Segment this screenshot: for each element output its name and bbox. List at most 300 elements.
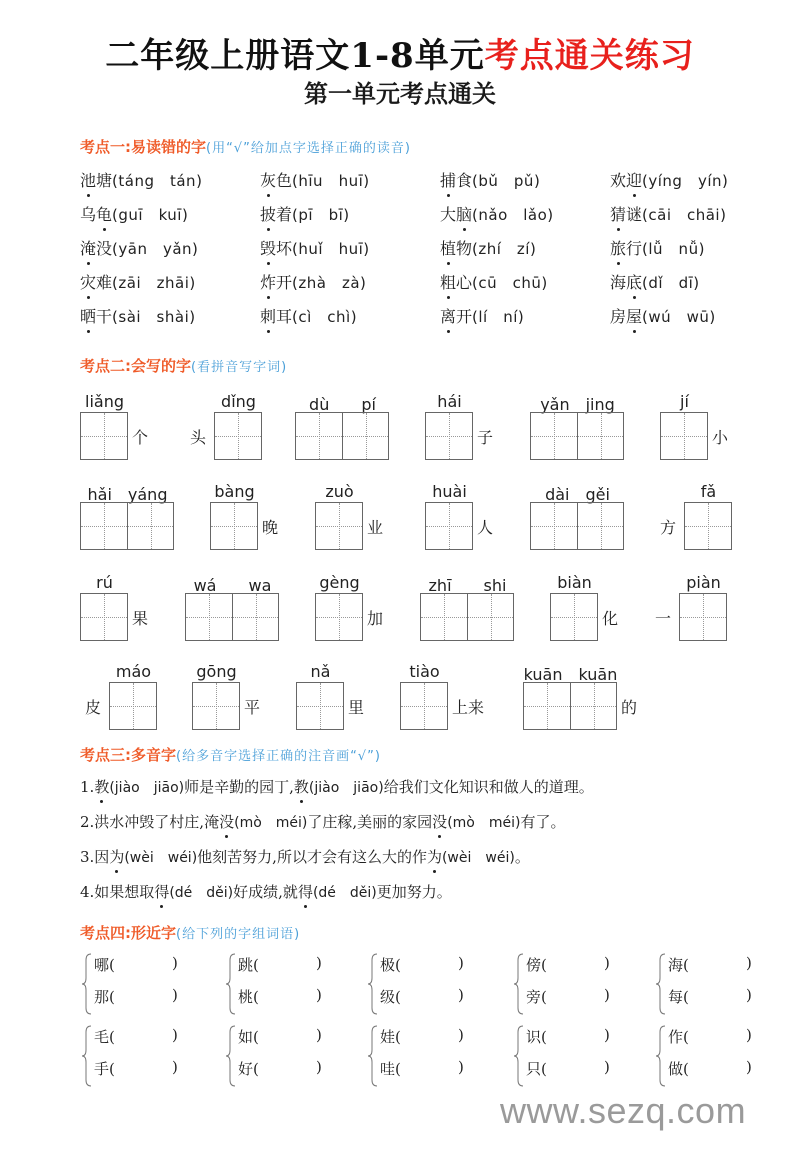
char: 开: [276, 273, 293, 292]
word-item: [80, 236, 198, 259]
suffix-char: 化: [602, 609, 619, 628]
grid-cell[interactable]: [570, 683, 616, 729]
prefix-char: 方: [660, 518, 677, 537]
char: 好: [238, 1060, 254, 1078]
char: 傍: [526, 956, 542, 974]
pinyin-label: gōng: [196, 662, 237, 681]
pinyin-label: zhī shi: [428, 576, 507, 595]
char: 心: [456, 273, 473, 292]
word-row: [80, 168, 780, 202]
section2-hint: (看拼音写字词): [191, 360, 288, 375]
brace-icon: [82, 952, 92, 1016]
brace-icon: [368, 952, 378, 1016]
paren-close: ): [316, 986, 322, 1004]
word-blank[interactable]: [668, 954, 752, 975]
prefix-char: 头: [190, 428, 207, 447]
suffix-char: 里: [348, 698, 365, 717]
paren-close: ): [458, 1058, 464, 1076]
word-blank[interactable]: [668, 1026, 752, 1047]
char: 只: [526, 1060, 542, 1078]
writing-grid[interactable]: [315, 593, 363, 641]
suffix-char: 上来: [452, 698, 485, 717]
paren-close: ): [316, 954, 322, 972]
pinyin-label: bàng: [214, 482, 255, 501]
writing-grid[interactable]: [210, 502, 258, 550]
paren-close: ): [746, 954, 752, 972]
paren-open: (: [395, 1028, 401, 1046]
brace-icon: [514, 1024, 524, 1088]
char: 哇: [380, 1060, 396, 1078]
grid-cell[interactable]: [211, 503, 257, 549]
paren-open: (: [541, 1060, 547, 1078]
watermark: www.sezq.com: [500, 1090, 747, 1131]
polyphone-sentence: [80, 776, 594, 811]
paren-close: ): [172, 1026, 178, 1044]
word-item: [440, 236, 536, 259]
char: 级: [380, 988, 396, 1006]
writing-grid[interactable]: [296, 682, 344, 730]
char: 池: [80, 168, 96, 191]
text: 2.洪水冲毁了村庄,淹: [80, 813, 220, 831]
grid-cell[interactable]: [426, 413, 472, 459]
grid-cell[interactable]: [296, 413, 342, 459]
writing-grid[interactable]: [425, 412, 473, 460]
pinyin-choice[interactable]: (cì chì): [292, 308, 358, 326]
pinyin-choice[interactable]: (mò méi): [234, 815, 308, 831]
paren-open: (: [683, 1060, 689, 1078]
paren-open: (: [541, 1028, 547, 1046]
word-item: [80, 168, 202, 191]
word-item: [610, 304, 716, 327]
word-blank[interactable]: [668, 986, 752, 1007]
word-blank[interactable]: [94, 954, 178, 975]
word-item: [610, 270, 700, 293]
prefix-char: 一: [655, 609, 672, 628]
grid-cell[interactable]: [215, 413, 261, 459]
paren-open: (: [541, 988, 547, 1006]
writing-grid[interactable]: [80, 412, 128, 460]
char: 识: [526, 1028, 542, 1046]
paren-close: ): [604, 1026, 610, 1044]
word-blank[interactable]: [526, 954, 610, 975]
prefix-char: 皮: [85, 698, 102, 717]
pinyin-label: piàn: [686, 573, 721, 592]
grid-cell[interactable]: [127, 503, 173, 549]
pinyin-choice[interactable]: (dé děi): [312, 885, 377, 901]
char: 炸: [260, 270, 276, 293]
char: 乌: [80, 205, 97, 224]
word-item: [610, 202, 726, 225]
paren-open: (: [395, 988, 401, 1006]
grid-cell[interactable]: [426, 503, 472, 549]
char: 没: [96, 239, 113, 258]
char: 大: [440, 205, 457, 224]
writing-grid[interactable]: [192, 682, 240, 730]
grid-cell[interactable]: [661, 413, 707, 459]
writing-grid[interactable]: [315, 502, 363, 550]
char: 海: [668, 956, 684, 974]
char: 植: [440, 236, 456, 259]
section3-heading: [80, 744, 381, 765]
grid-cell[interactable]: [467, 594, 513, 640]
char: 毁: [260, 236, 276, 259]
dotted-char: 教: [94, 778, 110, 796]
grid-cell[interactable]: [81, 503, 127, 549]
pinyin-label: gèng: [319, 573, 360, 592]
paren-open: (: [395, 1060, 401, 1078]
pinyin-label: máo: [115, 662, 152, 681]
pinyin-choice[interactable]: (huǐ huī): [292, 240, 370, 258]
word-item: [260, 304, 357, 327]
char: 耳: [276, 307, 293, 326]
section4-heading: [80, 922, 300, 943]
dotted-char: 为: [426, 848, 442, 866]
suffix-char: 平: [244, 698, 261, 717]
text: 1.: [80, 778, 95, 796]
writing-grid[interactable]: [684, 502, 732, 550]
word-row: [80, 202, 780, 236]
grid-cell[interactable]: [186, 594, 232, 640]
writing-grid[interactable]: [530, 502, 624, 550]
grid-cell[interactable]: [316, 503, 362, 549]
pinyin-choice[interactable]: (nǎo lǎo): [472, 206, 554, 224]
grid-cell[interactable]: [531, 413, 577, 459]
word-row: [80, 270, 780, 304]
char: 哪: [94, 956, 110, 974]
char: 脑: [456, 202, 472, 225]
char: 做: [668, 1060, 684, 1078]
pinyin-label: nǎ: [310, 662, 331, 681]
pinyin-label: jí: [680, 392, 689, 411]
word-item: [260, 270, 366, 293]
word-blank[interactable]: [94, 986, 178, 1007]
polyphone-sentence: [80, 811, 594, 846]
page-subtitle: 第一单元考点通关: [304, 79, 496, 108]
pinyin-choice[interactable]: (yíng yín): [642, 172, 729, 190]
section3-lines: [80, 776, 594, 916]
brace-icon: [656, 1024, 666, 1088]
paren-open: (: [109, 1028, 115, 1046]
char: 房: [610, 307, 627, 326]
writing-grid[interactable]: [660, 412, 708, 460]
pinyin-choice[interactable]: (jiào jiāo): [308, 780, 384, 796]
char: 屋: [626, 304, 642, 327]
suffix-char: 个: [132, 428, 149, 447]
pinyin-label: hái: [437, 392, 462, 411]
dotted-char: 没: [219, 813, 235, 831]
paren-close: ): [316, 1026, 322, 1044]
char: 毛: [94, 1028, 110, 1046]
word-item: [80, 202, 188, 225]
pinyin-choice[interactable]: (cāi chāi): [642, 206, 727, 224]
paren-close: ): [172, 986, 178, 1004]
writing-grid[interactable]: [80, 502, 174, 550]
writing-grid[interactable]: [400, 682, 448, 730]
word-blank[interactable]: [380, 954, 464, 975]
text: 给我们文化知识和做人的道理。: [383, 778, 594, 796]
pinyin-label: kuān kuān: [523, 665, 618, 684]
text: 4.如果想取: [80, 883, 155, 901]
writing-grid[interactable]: [420, 593, 514, 641]
word-item: [610, 236, 705, 259]
word-blank[interactable]: [238, 1026, 322, 1047]
pinyin-label: dài gěi: [545, 485, 610, 504]
pinyin-choice[interactable]: (sài shài): [112, 308, 196, 326]
pinyin-choice[interactable]: (cū chū): [472, 274, 548, 292]
suffix-char: 的: [621, 698, 638, 717]
text: 。: [514, 848, 530, 866]
word-blank[interactable]: [380, 1026, 464, 1047]
grid-cell[interactable]: [685, 503, 731, 549]
paren-open: (: [253, 1060, 259, 1078]
paren-close: ): [172, 954, 178, 972]
word-blank[interactable]: [94, 1026, 178, 1047]
char: 塘: [96, 171, 113, 190]
suffix-char: 业: [367, 518, 384, 537]
dotted-char: 教: [293, 778, 309, 796]
section4-hint: (给下列的字组词语): [176, 927, 301, 942]
char: 作: [668, 1028, 684, 1046]
brace-icon: [226, 952, 236, 1016]
word-item: [440, 202, 554, 225]
word-item: [260, 236, 370, 259]
grid-cell[interactable]: [316, 594, 362, 640]
grid-cell[interactable]: [551, 594, 597, 640]
paren-open: (: [109, 1060, 115, 1078]
dotted-char: 得: [154, 883, 170, 901]
pinyin-choice[interactable]: (táng tán): [112, 172, 203, 190]
char: 每: [668, 988, 684, 1006]
char: 手: [94, 1060, 110, 1078]
section1-hint: (用“√”给加点字选择正确的读音): [206, 141, 411, 156]
word-item: [440, 304, 524, 327]
brace-icon: [656, 952, 666, 1016]
section4-title: 考点四:形近字: [80, 924, 176, 942]
char: 灰: [260, 168, 276, 191]
char: 迎: [626, 168, 642, 191]
brace-icon: [226, 1024, 236, 1088]
grid-cell[interactable]: [81, 413, 127, 459]
grid-cell[interactable]: [401, 683, 447, 729]
paren-open: (: [253, 956, 259, 974]
char: 海: [610, 273, 627, 292]
text: 好成绩,就: [233, 883, 298, 901]
grid-cell[interactable]: [680, 594, 726, 640]
writing-grid[interactable]: [295, 412, 389, 460]
suffix-char: 小: [712, 428, 729, 447]
pinyin-label: rú: [96, 573, 113, 592]
pinyin-choice[interactable]: (hīu huī): [292, 172, 370, 190]
text: 3.因: [80, 848, 110, 866]
grid-cell[interactable]: [232, 594, 278, 640]
grid-cell[interactable]: [524, 683, 570, 729]
char: 着: [276, 205, 293, 224]
section2-heading: [80, 355, 287, 376]
brace-icon: [514, 952, 524, 1016]
suffix-char: 果: [132, 609, 149, 628]
word-blank[interactable]: [526, 986, 610, 1007]
title-main: 二年级上册语文1-8单元: [105, 36, 485, 76]
section1-title: 考点一:易读错的字: [80, 138, 206, 156]
pinyin-choice[interactable]: (dǐ dī): [642, 274, 700, 292]
char: 食: [456, 171, 473, 190]
word-blank[interactable]: [238, 954, 322, 975]
char: 刺: [260, 304, 276, 327]
text: 有了。: [520, 813, 566, 831]
pinyin-choice[interactable]: (jiào jiāo): [109, 780, 185, 796]
grid-cell[interactable]: [297, 683, 343, 729]
dotted-char: 得: [297, 883, 313, 901]
suffix-char: 晚: [262, 518, 279, 537]
grid-cell[interactable]: [577, 503, 623, 549]
pinyin-choice[interactable]: (wú wū): [642, 308, 716, 326]
word-blank[interactable]: [380, 986, 464, 1007]
word-blank[interactable]: [668, 1058, 752, 1079]
pinyin-label: liǎng: [85, 392, 124, 411]
word-item: [440, 270, 548, 293]
char: 那: [94, 988, 110, 1006]
paren-open: (: [683, 988, 689, 1006]
char: 披: [260, 202, 276, 225]
pinyin-choice[interactable]: (pī bī): [292, 206, 350, 224]
paren-open: (: [395, 956, 401, 974]
paren-close: ): [746, 1026, 752, 1044]
pinyin-label: zuò: [325, 482, 354, 501]
word-blank[interactable]: [380, 1058, 464, 1079]
char: 谜: [626, 205, 643, 224]
pinyin-choice[interactable]: (lí ní): [472, 308, 525, 326]
dotted-char: 没: [432, 813, 448, 831]
paren-close: ): [746, 1058, 752, 1076]
text: 更加努力。: [376, 883, 452, 901]
word-row: [80, 304, 780, 338]
word-blank[interactable]: [238, 986, 322, 1007]
word-item: [260, 202, 350, 225]
writing-grid[interactable]: [550, 593, 598, 641]
char: 干: [96, 307, 113, 326]
paren-open: (: [683, 956, 689, 974]
word-item: [440, 168, 540, 191]
section1-heading: [80, 136, 411, 157]
suffix-char: 人: [477, 518, 494, 537]
paren-open: (: [109, 956, 115, 974]
pinyin-label: tiào: [409, 662, 440, 681]
char: 旁: [526, 988, 542, 1006]
word-item: [610, 168, 728, 191]
paren-open: (: [109, 988, 115, 1006]
pinyin-label: huài: [432, 482, 467, 501]
char: 坏: [276, 239, 293, 258]
char: 桃: [238, 988, 254, 1006]
paren-open: (: [253, 1028, 259, 1046]
pinyin-label: wá wa: [193, 576, 272, 595]
grid-cell[interactable]: [193, 683, 239, 729]
paren-open: (: [683, 1028, 689, 1046]
pinyin-label: dù pí: [309, 395, 376, 414]
char: 色: [276, 171, 293, 190]
writing-grid[interactable]: [80, 593, 128, 641]
brace-icon: [368, 1024, 378, 1088]
grid-cell[interactable]: [421, 594, 467, 640]
text: 他刻苦努力,所以才会有这么大的作: [197, 848, 427, 866]
pinyin-choice[interactable]: (dé děi): [169, 885, 234, 901]
grid-cell[interactable]: [577, 413, 623, 459]
writing-grid[interactable]: [425, 502, 473, 550]
title-highlight: 考点通关练习: [484, 36, 695, 76]
char: 娃: [380, 1028, 396, 1046]
char: 淹: [80, 236, 96, 259]
grid-cell[interactable]: [342, 413, 388, 459]
writing-grid[interactable]: [523, 682, 617, 730]
pinyin-label: fǎ: [700, 482, 717, 501]
paren-open: (: [253, 988, 259, 1006]
pinyin-choice[interactable]: (zhà zà): [292, 274, 367, 292]
writing-grid[interactable]: [185, 593, 279, 641]
pinyin-choice[interactable]: (mò méi): [447, 815, 521, 831]
brace-icon: [82, 1024, 92, 1088]
grid-cell[interactable]: [81, 594, 127, 640]
suffix-char: 加: [367, 609, 384, 628]
page-title: [0, 28, 800, 77]
section1-items: [80, 168, 780, 338]
pinyin-choice[interactable]: (wèi wéi): [124, 850, 198, 866]
pinyin-choice[interactable]: (yān yǎn): [112, 240, 199, 258]
paren-open: (: [541, 956, 547, 974]
writing-grid[interactable]: [109, 682, 157, 730]
text: 师是辛勤的园丁,: [184, 778, 294, 796]
writing-grid[interactable]: [214, 412, 262, 460]
writing-grid[interactable]: [530, 412, 624, 460]
paren-close: ): [604, 1058, 610, 1076]
pinyin-choice[interactable]: (lǚ nǚ): [642, 240, 705, 258]
char: 欢: [610, 171, 627, 190]
text: 了庄稼,美丽的家园: [307, 813, 433, 831]
pinyin-choice[interactable]: (guī kuī): [112, 206, 189, 224]
paren-close: ): [458, 954, 464, 972]
section2-title: 考点二:会写的字: [80, 357, 191, 375]
char: 底: [626, 270, 642, 293]
grid-cell[interactable]: [531, 503, 577, 549]
word-item: [260, 168, 370, 191]
pinyin-choice[interactable]: (zāi zhāi): [112, 274, 196, 292]
char: 龟: [96, 202, 112, 225]
paren-close: ): [172, 1058, 178, 1076]
char: 离: [440, 304, 456, 327]
char: 猜: [610, 202, 626, 225]
pinyin-choice[interactable]: (wèi wéi): [441, 850, 515, 866]
pinyin-label: yǎn jing: [540, 395, 615, 414]
char: 灾: [80, 270, 96, 293]
word-blank[interactable]: [526, 1058, 610, 1079]
word-blank[interactable]: [94, 1058, 178, 1079]
suffix-char: 子: [477, 428, 494, 447]
char: 跳: [238, 956, 254, 974]
grid-cell[interactable]: [110, 683, 156, 729]
pinyin-choice[interactable]: (zhí zí): [472, 240, 537, 258]
char: 难: [96, 273, 113, 292]
char: 捕: [440, 168, 456, 191]
polyphone-sentence: [80, 846, 594, 881]
char: 行: [626, 239, 643, 258]
word-row: [80, 236, 780, 270]
word-blank[interactable]: [238, 1058, 322, 1079]
writing-grid[interactable]: [679, 593, 727, 641]
char: 晒: [80, 304, 96, 327]
paren-close: ): [458, 1026, 464, 1044]
pinyin-choice[interactable]: (bǔ pǔ): [472, 172, 541, 190]
word-blank[interactable]: [526, 1026, 610, 1047]
polyphone-sentence: [80, 881, 594, 916]
